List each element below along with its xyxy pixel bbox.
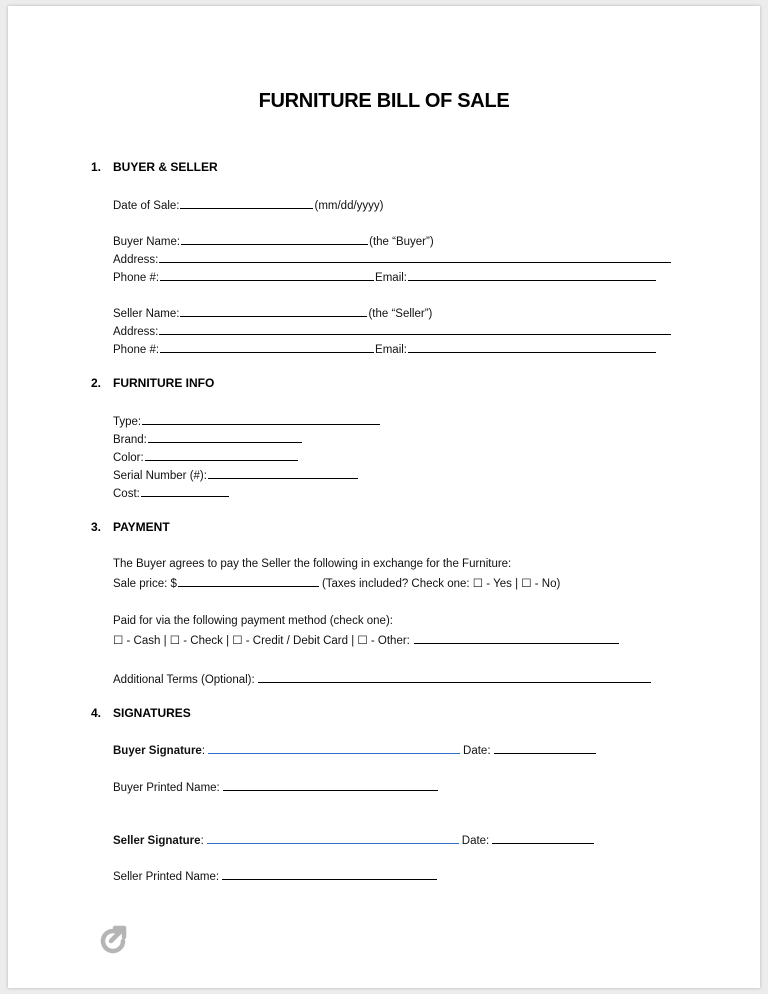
- seller-name-line: Seller Name: (the “Seller”): [113, 305, 432, 320]
- document-page: FURNITURE BILL OF SALE 1. BUYER & SELLER Date of Sale: (mm/dd/yyyy) Buyer Name: (the “Buyer”) Address: Phone #: Email: Seller Name: (the “Seller”) Address: Phone #: Email: 2. FURNITURE INFO Type: Brand: Color: Serial Number (#): Cost: 3. PAYMENT The Buyer agrees to pay the Seller the following in exchange for the Furniture: Sale price: $ (Taxes included? Check one: ☐ - Yes | ☐ - No) Paid for via the following payment method (check one): ☐ - Cash | ☐ - Check | ☐ - Credit / Debit Card | ☐ - Other: Additional Terms (Optional): 4. SIGNATURES Buyer Signature : Date: Buyer Printed Name: Seller Signature : Date: Seller Printed Name:: [8, 6, 760, 988]
- seller-signature-field[interactable]: [207, 832, 459, 844]
- buyer-name-field[interactable]: [181, 233, 368, 245]
- buyer-phone-field[interactable]: [160, 269, 374, 281]
- seller-contact-line: Phone #: Email:: [113, 341, 657, 356]
- sale-price-line: Sale price: $ (Taxes included? Check one: ☐ - Yes | ☐ - No): [113, 575, 560, 590]
- seller-phone-field[interactable]: [160, 341, 374, 353]
- date-of-sale-field[interactable]: [180, 197, 313, 209]
- buyer-contact-line: Phone #: Email:: [113, 269, 657, 284]
- additional-terms-line: Additional Terms (Optional):: [113, 671, 652, 686]
- type-field[interactable]: [142, 413, 380, 425]
- seller-signature-date-field[interactable]: [492, 832, 594, 844]
- buyer-name-line: Buyer Name: (the “Buyer”): [113, 233, 434, 248]
- seller-name-field[interactable]: [180, 305, 367, 317]
- additional-terms-field[interactable]: [258, 671, 651, 683]
- buyer-address-field[interactable]: [159, 251, 671, 263]
- brand-line: Brand:: [113, 431, 303, 446]
- buyer-address-line: Address:: [113, 251, 672, 266]
- seller-printed-name-field[interactable]: [222, 868, 437, 880]
- serial-number-line: Serial Number (#):: [113, 467, 359, 482]
- color-line: Color:: [113, 449, 299, 464]
- buyer-signature-field[interactable]: [208, 742, 460, 754]
- other-method-field[interactable]: [414, 632, 619, 644]
- serial-number-field[interactable]: [208, 467, 358, 479]
- buyer-printed-name-line: Buyer Printed Name:: [113, 779, 439, 794]
- refresh-arrow-logo-icon: [98, 924, 128, 954]
- buyer-email-field[interactable]: [408, 269, 656, 281]
- buyer-signature-line: Buyer Signature : Date:: [113, 742, 597, 757]
- payment-method-intro: Paid for via the following payment method (check one):: [113, 615, 393, 627]
- buyer-signature-date-field[interactable]: [494, 742, 596, 754]
- payment-method-line: [113, 632, 620, 647]
- seller-address-line: Address:: [113, 323, 672, 338]
- taxes-included-checkboxes[interactable]: (Taxes included? Check one: ☐ - Yes | ☐ - No): [321, 578, 561, 590]
- payment-method-checkboxes[interactable]: ☐ - Cash | ☐ - Check | ☐ - Credit / Debit Card | ☐ - Other:: [113, 635, 410, 647]
- seller-signature-line: Seller Signature : Date:: [113, 832, 595, 847]
- date-of-sale-line: Date of Sale: (mm/dd/yyyy): [113, 197, 383, 212]
- sale-price-field[interactable]: [178, 575, 319, 587]
- buyer-printed-name-field[interactable]: [223, 779, 438, 791]
- seller-printed-name-line: Seller Printed Name:: [113, 868, 438, 883]
- cost-line: Cost:: [113, 485, 230, 500]
- seller-address-field[interactable]: [159, 323, 671, 335]
- payment-intro: The Buyer agrees to pay the Seller the following in exchange for the Furniture:: [113, 558, 512, 570]
- brand-field[interactable]: [148, 431, 302, 443]
- type-line: Type:: [113, 413, 381, 428]
- document-title: FURNITURE BILL OF SALE: [258, 90, 510, 112]
- seller-email-field[interactable]: [408, 341, 656, 353]
- cost-field[interactable]: [141, 485, 229, 497]
- color-field[interactable]: [145, 449, 298, 461]
